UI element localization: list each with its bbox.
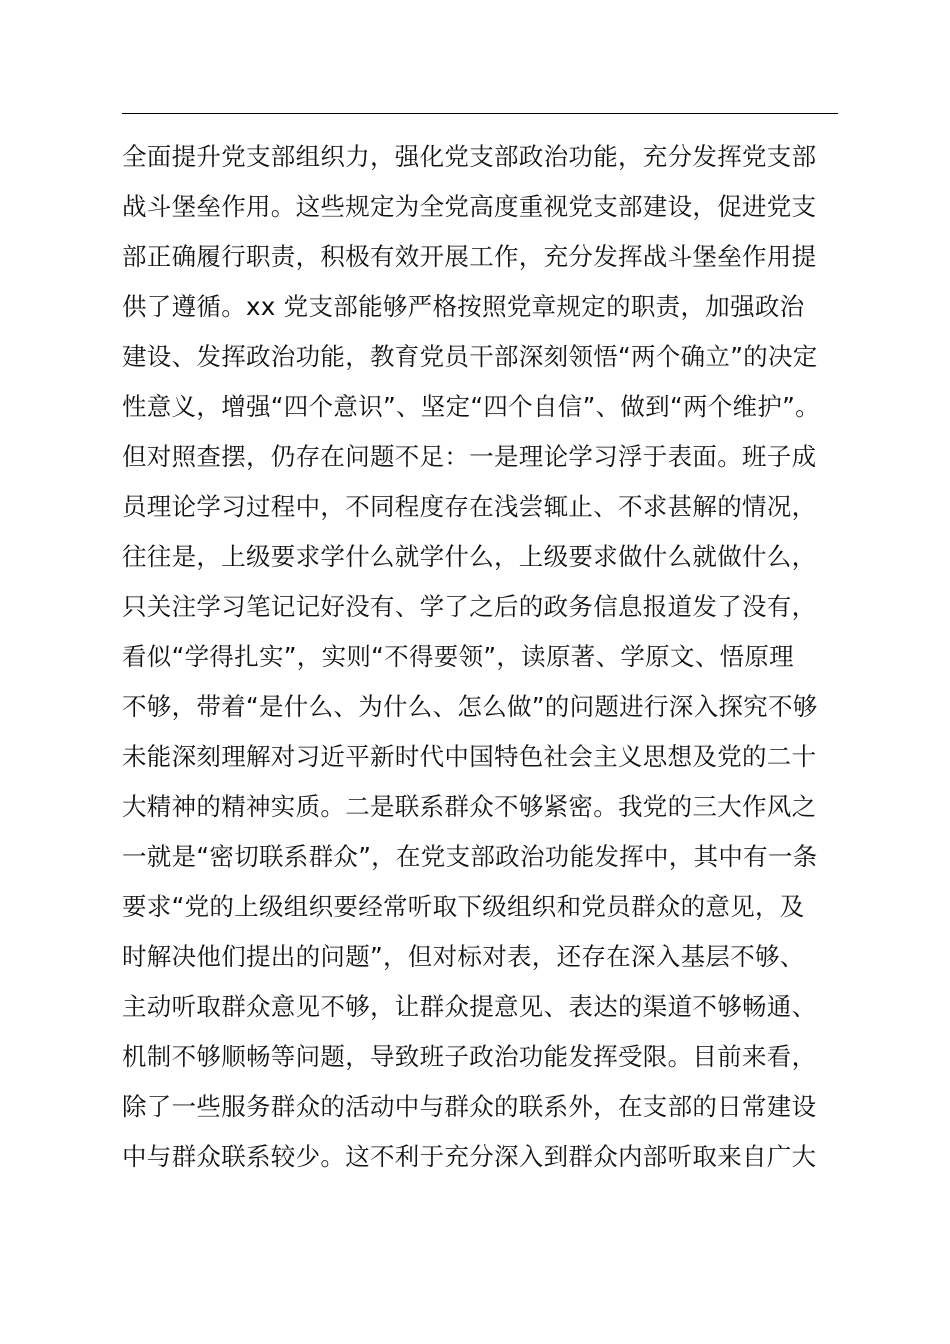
text-line: 主动听取群众意见不够，让群众提意见、表达的渠道不够畅通、 — [122, 992, 817, 1021]
text-line: 要求“党的上级组织要经常听取下级组织和党员群众的意见，及 — [122, 892, 805, 921]
text-line: 机制不够顺畅等问题，导致班子政治功能发挥受限。目前来看， — [122, 1042, 817, 1071]
text-line: 战斗堡垒作用。这些规定为全党高度重视党支部建设，促进党支 — [122, 192, 817, 221]
text-line: 时解决他们提出的问题”，但对标对表，还存在深入基层不够、 — [122, 942, 805, 971]
document-body — [122, 132, 852, 1182]
text-line: 中与群众联系较少。这不利于充分深入到群众内部听取来自广大 — [122, 1142, 817, 1171]
text-line: 全面提升党支部组织力，强化党支部政治功能，充分发挥党支部 — [122, 142, 817, 171]
text-line: 往往是，上级要求学什么就学什么，上级要求做什么就做什么， — [122, 542, 817, 571]
text-line: 部正确履行职责，积极有效开展工作，充分发挥战斗堡垒作用提 — [122, 242, 817, 271]
text-line: 大精神的精神实质。二是联系群众不够紧密。我党的三大作风之 — [122, 792, 817, 821]
text-line: 只关注学习笔记记好没有、学了之后的政务信息报道发了没有， — [122, 592, 817, 621]
text-line: 建设、发挥政治功能，教育党员干部深刻领悟“两个确立”的决定 — [122, 342, 818, 371]
text-line: 不够，带着“是什么、为什么、怎么做”的问题进行深入探究不够 — [122, 692, 818, 721]
text-line: 一就是“密切联系群众”，在党支部政治功能发挥中，其中有一条 — [122, 842, 818, 871]
text-line: 员理论学习过程中，不同程度存在浅尝辄止、不求甚解的情况， — [122, 492, 817, 521]
text-line: 但对照查摆，仍存在问题不足：一是理论学习浮于表面。班子成 — [122, 442, 817, 471]
text-line: 性意义，增强“四个意识”、坚定“四个自信”、做到“两个维护”。 — [122, 392, 820, 421]
text-line: 除了一些服务群众的活动中与群众的联系外，在支部的日常建设 — [122, 1092, 817, 1121]
header-rule — [122, 113, 838, 114]
text-line: 供了遵循。xx 党支部能够严格按照党章规定的职责，加强政治 — [122, 292, 805, 321]
text-line: 未能深刻理解对习近平新时代中国特色社会主义思想及党的二十 — [122, 742, 817, 771]
text-line: 看似“学得扎实”，实则“不得要领”，读原著、学原文、悟原理 — [122, 642, 794, 671]
